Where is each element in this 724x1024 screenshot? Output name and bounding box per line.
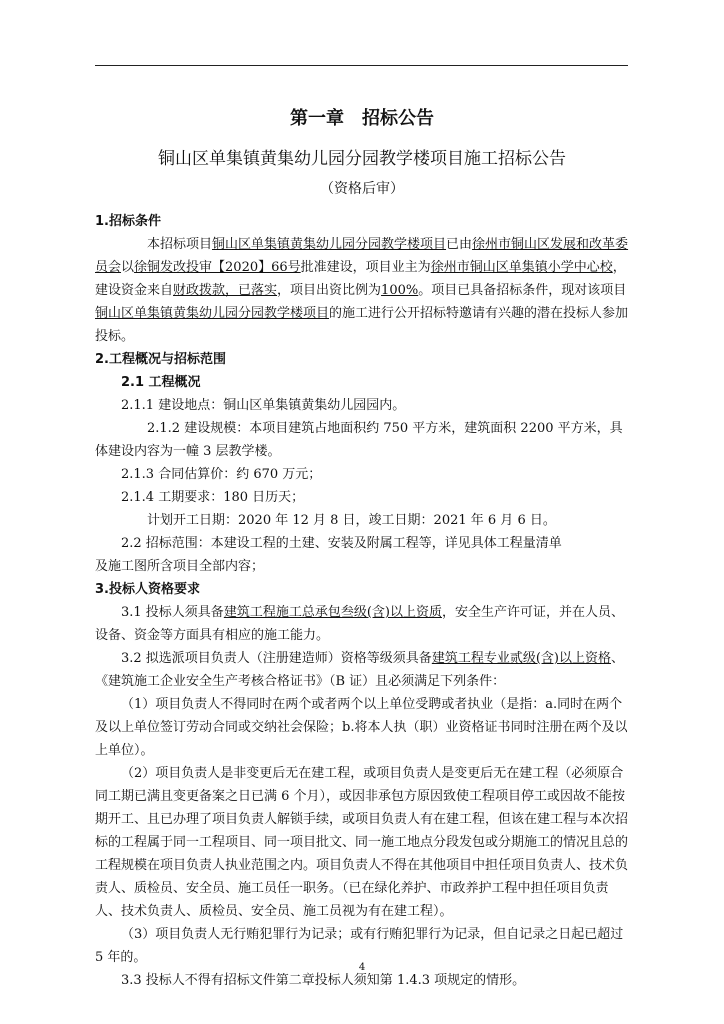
item-3-3: 3.3 投标人不得有招标文件第二章投标人须知第 1.4.3 项规定的情形。 [121,973,526,988]
chapter-title: 第一章 招标公告 [290,108,434,129]
subsection-heading-2-1: 2.1 工程概况 [121,375,201,390]
item-2-1-1: 2.1.1 建设地点：铜山区单集镇黄集幼儿园园内。 [121,398,406,413]
document-body [95,210,630,992]
item-2-1-2: 2.1.2 建设规模：本项目建筑占地面积约 750 平方米，建筑面积 2200 平方米，具体建设内容为一幢 3 层教学楼。 [95,421,623,459]
item-2-1-3: 2.1.3 合同估算价：约 670 万元； [121,467,322,482]
item-3-2: 3.2 拟选派项目负责人（注册建造师）资格等级须具备建筑工程专业贰级(含)以上资格、《建筑施工企业安全生产考核合格证书》（B 证）且必须满足下列条件： [95,651,624,689]
condition-3: （3）项目负责人无行贿犯罪行为记录；或有行贿犯罪行为记录，但自记录之日起已超过 5 年的。 [95,927,624,965]
condition-1: （1）项目负责人不得同时在两个或者两个以上单位受聘或者执业（是指：a.同时在两个及以上单位签订劳动合同或交纳社会保险；b.将本人执（职）业资格证书同时注册在两个及以上单位）。 [95,697,628,758]
section-1-paragraph: 本招标项目铜山区单集镇黄集幼儿园分园教学楼项目已由徐州市铜山区发展和改革委员会以徐铜发改投审【2020】66号批准建设，项目业主为徐州市铜山区单集镇小学中心校，建设资金来自财政拨款，已落实，项目出资比例为100%。项目已具备招标条件，现对该项目铜山区单集镇黄集幼儿园分园教学楼项目的施工进行公开招标特邀请有兴趣的潜在投标人参加投标。 [95,237,629,344]
header-rule [95,65,628,66]
page-number: 4 [358,962,366,973]
section-heading-1: 1.招标条件 [95,214,161,229]
schedule-dates: 计划开工日期：2020 年 12 月 8 日，竣工日期：2021 年 6 月 6 日。 [147,513,556,528]
item-2-2: 2.2 招标范围：本建设工程的土建、安装及附属工程等，详见具体工程量清单 [121,536,562,551]
subtitle: （资格后审） [320,181,404,197]
section-heading-2: 2.工程概况与招标范围 [95,352,226,367]
project-title: 铜山区单集镇黄集幼儿园分园教学楼项目施工招标公告 [158,149,566,169]
item-2-2-continued: 及施工图所含项目全部内容； [95,559,265,574]
item-3-1: 3.1 投标人须具备建筑工程施工总承包叁级(含)以上资质，安全生产许可证，并在人员、设备、资金等方面具有相应的施工能力。 [95,605,624,643]
item-2-1-4: 2.1.4 工期要求：180 日历天； [121,490,305,505]
section-heading-3: 3.投标人资格要求 [95,582,200,597]
condition-2: （2）项目负责人是非变更后无在建工程，或项目负责人是变更后无在建工程（必须原合同工期已满且变更备案之日已满 6 个月），或因非承包方原因致使工程项目停工或因故不能按期开工、且已办理了项目负责人解锁手续，或项目负责人有在建工程，但该在建工程与本次招标的工程属于同一工程项目、同一项目批文、同一施工地点分段发包或分期施工的情况且总的工程规模在项目负责人执业范围之内。项目负责人不得在其他项目中担任项目负责人、技术负责人、质检员、安全员、施工员任一职务。（已在绿化养护、市政养护工程中担任项目负责人、技术负责人、质检员、安全员、施工员视为有在建工程）。 [95,766,629,919]
